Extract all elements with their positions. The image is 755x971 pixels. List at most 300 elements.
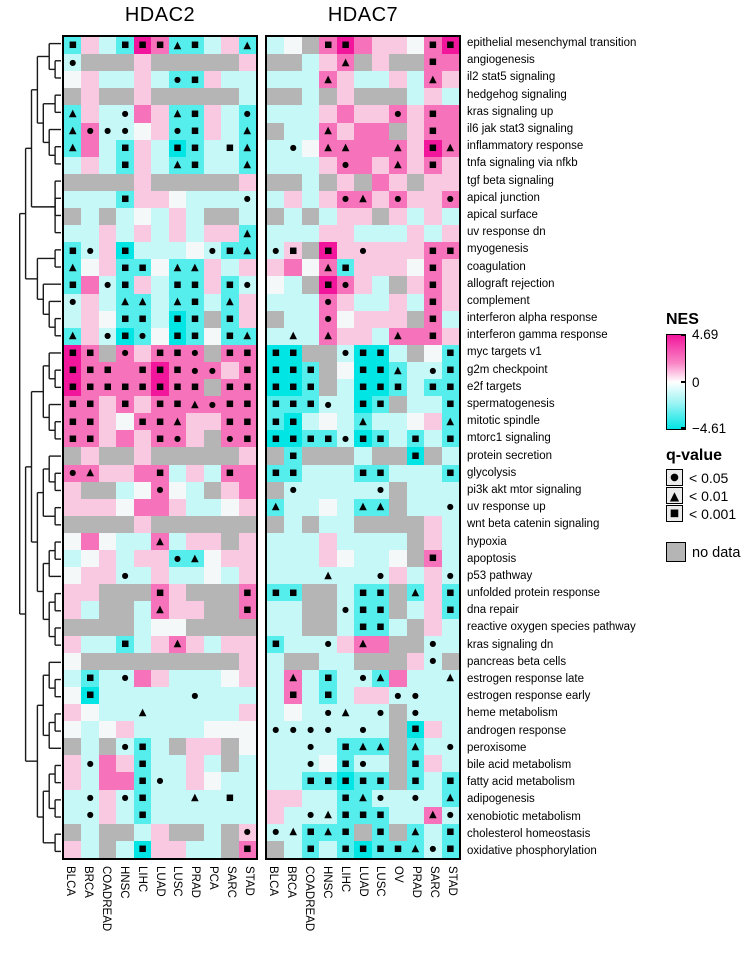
row-label: dna repair	[467, 604, 519, 617]
significance-marker: ■	[121, 142, 130, 153]
heatmap-cell	[424, 790, 441, 807]
heatmap-cell	[284, 208, 301, 225]
heatmap-cell	[169, 379, 186, 396]
heatmap-cell	[239, 225, 256, 242]
heatmap-cell	[424, 824, 441, 841]
heatmap-cell	[81, 123, 98, 140]
significance-marker: ●	[359, 758, 367, 768]
significance-marker: ■	[446, 827, 455, 838]
heatmap-cell	[186, 413, 203, 430]
heatmap-cell	[284, 311, 301, 328]
significance-marker: ■	[358, 365, 367, 376]
heatmap-cell	[407, 653, 424, 670]
heatmap-cell	[151, 37, 168, 54]
heatmap-cell	[64, 670, 81, 687]
heatmap-cell	[64, 687, 81, 704]
heatmap-cell	[81, 345, 98, 362]
heatmap-cell	[267, 396, 284, 413]
heatmap-cell	[337, 71, 354, 88]
significance-marker: ●	[173, 74, 181, 84]
heatmap-cell	[372, 704, 389, 721]
heatmap-cell	[221, 345, 238, 362]
heatmap-cell	[267, 533, 284, 550]
heatmap-cell	[389, 550, 406, 567]
heatmap-cell	[239, 362, 256, 379]
heatmap-cell	[302, 174, 319, 191]
heatmap-cell	[81, 841, 98, 858]
significance-marker: ■	[138, 809, 147, 820]
significance-marker: ■	[306, 433, 315, 444]
heatmap-cell	[221, 328, 238, 345]
heatmap-cell	[81, 54, 98, 71]
heatmap-cell	[354, 447, 371, 464]
heatmap-cell	[186, 276, 203, 293]
heatmap-cell	[134, 567, 151, 584]
heatmap-cell	[169, 276, 186, 293]
heatmap-cell	[424, 841, 441, 858]
significance-marker: ▲	[394, 159, 402, 171]
heatmap-cell	[407, 807, 424, 824]
heatmap-cell	[302, 191, 319, 208]
significance-marker: ▲	[411, 740, 420, 752]
heatmap-cell	[389, 328, 406, 345]
heatmap-cell	[407, 54, 424, 71]
row-label: angiogenesis	[467, 54, 535, 67]
heatmap-cell	[116, 430, 133, 447]
heatmap-cell	[134, 311, 151, 328]
heatmap-cell	[64, 396, 81, 413]
heatmap-cell	[442, 550, 459, 567]
heatmap-cell	[267, 123, 284, 140]
heatmap-panel-hdac7	[265, 35, 461, 860]
significance-marker: ●	[376, 707, 384, 717]
column-label: LUAD	[153, 866, 166, 897]
heatmap-cell	[354, 54, 371, 71]
heatmap-cell	[337, 123, 354, 140]
heatmap-cell	[284, 772, 301, 789]
heatmap-cell	[389, 516, 406, 533]
heatmap-cell	[389, 276, 406, 293]
heatmap-cell	[116, 482, 133, 499]
heatmap-cell	[319, 550, 336, 567]
heatmap-cell	[186, 88, 203, 105]
heatmap-cell	[284, 824, 301, 841]
significance-marker: ●	[359, 724, 367, 734]
column-label: BLCA	[267, 866, 280, 897]
heatmap-cell	[284, 499, 301, 516]
significance-marker: ●	[429, 365, 437, 375]
heatmap-cell	[239, 584, 256, 601]
heatmap-cell	[99, 123, 116, 140]
heatmap-cell	[186, 772, 203, 789]
triangle-symbol-box	[666, 487, 683, 504]
heatmap-cell	[169, 328, 186, 345]
heatmap-cell	[337, 294, 354, 311]
significance-marker: ■	[324, 673, 333, 684]
heatmap-cell	[372, 362, 389, 379]
significance-marker: ■	[341, 741, 350, 752]
heatmap-cell	[99, 755, 116, 772]
heatmap-cell	[284, 670, 301, 687]
heatmap-cell	[99, 772, 116, 789]
heatmap-cell	[319, 105, 336, 122]
significance-marker: ■	[289, 587, 298, 598]
heatmap-cell	[64, 430, 81, 447]
heatmap-cell	[64, 516, 81, 533]
heatmap-cell	[267, 601, 284, 618]
heatmap-cell	[354, 619, 371, 636]
significance-marker: ●	[307, 810, 315, 820]
significance-marker: ▲	[289, 826, 298, 838]
heatmap-cell	[116, 841, 133, 858]
heatmap-cell	[389, 71, 406, 88]
significance-marker: ■	[376, 809, 385, 820]
heatmap-cell	[116, 601, 133, 618]
heatmap-cell	[186, 71, 203, 88]
heatmap-cell	[424, 738, 441, 755]
significance-marker: ▲	[243, 159, 252, 171]
heatmap-cell	[337, 328, 354, 345]
heatmap-cell	[151, 208, 168, 225]
row-label: coagulation	[467, 260, 526, 273]
heatmap-cell	[407, 772, 424, 789]
heatmap-cell	[99, 362, 116, 379]
significance-marker: ■	[155, 382, 164, 393]
significance-marker: ▲	[68, 107, 77, 119]
significance-marker: ▲	[324, 142, 332, 154]
heatmap-cell	[442, 430, 459, 447]
heatmap-cell	[204, 721, 221, 738]
heatmap-cell	[99, 687, 116, 704]
heatmap-cell	[64, 345, 81, 362]
significance-marker: ■	[358, 775, 367, 786]
heatmap-cell	[267, 482, 284, 499]
heatmap-cell	[354, 328, 371, 345]
heatmap-cell	[372, 396, 389, 413]
heatmap-cell	[407, 465, 424, 482]
heatmap-cell	[169, 721, 186, 738]
heatmap-cell	[81, 396, 98, 413]
significance-marker: ■	[289, 382, 298, 393]
colorbar-mid-label: 0	[692, 375, 700, 390]
row-label: tgf beta signaling	[467, 174, 554, 187]
column-label: STAD	[445, 866, 458, 896]
significance-marker: ●	[121, 570, 129, 580]
heatmap-cell	[424, 653, 441, 670]
heatmap-cell	[99, 37, 116, 54]
heatmap-cell	[442, 276, 459, 293]
heatmap-cell	[372, 294, 389, 311]
heatmap-cell	[186, 362, 203, 379]
significance-marker: ■	[155, 399, 164, 410]
heatmap-cell	[169, 362, 186, 379]
significance-marker: ■	[138, 741, 147, 752]
heatmap-cell	[204, 772, 221, 789]
significance-marker: ■	[190, 108, 199, 119]
heatmap-cell	[116, 413, 133, 430]
heatmap-cell	[337, 311, 354, 328]
significance-marker: ■	[138, 416, 147, 427]
significance-marker: ●	[86, 126, 94, 136]
column-label: PRAD	[189, 866, 202, 898]
heatmap-cell	[64, 790, 81, 807]
heatmap-cell	[221, 37, 238, 54]
row-label: kras signaling up	[467, 105, 554, 118]
heatmap-cell	[319, 738, 336, 755]
significance-marker: ▲	[324, 261, 332, 273]
heatmap-cell	[389, 721, 406, 738]
heatmap-cell	[424, 362, 441, 379]
significance-marker: ■	[271, 587, 280, 598]
heatmap-cell	[169, 105, 186, 122]
row-label: bile acid metabolism	[467, 758, 572, 771]
significance-marker: ■	[306, 775, 315, 786]
heatmap-cell	[424, 311, 441, 328]
significance-marker: ■	[446, 382, 455, 393]
heatmap-cell	[81, 704, 98, 721]
heatmap-cell	[354, 105, 371, 122]
significance-marker: ●	[208, 245, 216, 255]
heatmap-cell	[151, 447, 168, 464]
heatmap-cell	[134, 738, 151, 755]
heatmap-cell	[302, 584, 319, 601]
heatmap-cell	[81, 37, 98, 54]
significance-marker: ■	[68, 399, 77, 410]
heatmap-cell	[424, 704, 441, 721]
heatmap-cell	[442, 790, 459, 807]
heatmap-cell	[221, 482, 238, 499]
significance-marker: ▲	[428, 809, 437, 821]
heatmap-cell	[169, 636, 186, 653]
significance-marker: ■	[289, 450, 298, 461]
row-label: mitotic spindle	[467, 415, 540, 428]
heatmap-cell	[81, 550, 98, 567]
significance-marker: ■	[306, 399, 315, 410]
panel-title-hdac2: HDAC2	[124, 4, 196, 26]
heatmap-cell	[302, 379, 319, 396]
heatmap-cell	[284, 379, 301, 396]
heatmap-cell	[116, 670, 133, 687]
heatmap-cell	[81, 88, 98, 105]
significance-marker: ▲	[446, 415, 455, 427]
heatmap-cell	[116, 619, 133, 636]
significance-marker: ■	[271, 348, 280, 359]
heatmap-cell	[204, 755, 221, 772]
significance-marker: ■	[446, 399, 455, 410]
heatmap-cell	[424, 413, 441, 430]
heatmap-cell	[319, 653, 336, 670]
row-label: p53 pathway	[467, 569, 533, 582]
heatmap-cell	[267, 772, 284, 789]
heatmap-cell	[169, 807, 186, 824]
heatmap-cell	[116, 790, 133, 807]
heatmap-cell	[204, 345, 221, 362]
heatmap-cell	[372, 721, 389, 738]
significance-marker: ■	[446, 844, 455, 855]
significance-marker: ■	[341, 262, 350, 273]
heatmap-cell	[372, 687, 389, 704]
heatmap-cell	[302, 790, 319, 807]
heatmap-cell	[372, 550, 389, 567]
column-label: LUAD	[356, 866, 369, 897]
heatmap-cell	[81, 447, 98, 464]
heatmap-cell	[424, 71, 441, 88]
heatmap-cell	[319, 533, 336, 550]
heatmap-cell	[186, 550, 203, 567]
heatmap-cell	[354, 807, 371, 824]
heatmap-cell	[99, 584, 116, 601]
heatmap-cell	[267, 550, 284, 567]
heatmap-cell	[407, 567, 424, 584]
heatmap-cell	[116, 738, 133, 755]
heatmap-cell	[337, 790, 354, 807]
heatmap-cell	[337, 140, 354, 157]
heatmap-cell	[64, 379, 81, 396]
significance-marker: ■	[446, 348, 455, 359]
significance-marker: ■	[68, 382, 77, 393]
heatmap-cell	[204, 430, 221, 447]
heatmap-cell	[64, 721, 81, 738]
heatmap-cell	[169, 584, 186, 601]
heatmap-cell	[337, 670, 354, 687]
heatmap-cell	[442, 636, 459, 653]
nes-legend-title: NES	[666, 311, 699, 328]
heatmap-cell	[221, 430, 238, 447]
significance-marker: ■	[428, 313, 437, 324]
significance-marker: ■	[121, 40, 130, 51]
significance-marker: ■	[376, 844, 385, 855]
heatmap-cell	[389, 687, 406, 704]
heatmap-cell	[134, 447, 151, 464]
heatmap-cell	[442, 533, 459, 550]
significance-marker: ■	[121, 262, 130, 273]
heatmap-cell	[284, 516, 301, 533]
heatmap-cell	[389, 636, 406, 653]
heatmap-cell	[442, 140, 459, 157]
heatmap-cell	[186, 191, 203, 208]
heatmap-cell	[134, 88, 151, 105]
heatmap-cell	[99, 533, 116, 550]
heatmap-cell	[116, 721, 133, 738]
heatmap-cell	[116, 824, 133, 841]
heatmap-cell	[151, 755, 168, 772]
row-label: interferon alpha response	[467, 312, 598, 325]
row-label: peroxisome	[467, 741, 527, 754]
heatmap-cell	[239, 430, 256, 447]
heatmap-cell	[169, 841, 186, 858]
heatmap-cell	[186, 123, 203, 140]
significance-marker: ■	[121, 382, 130, 393]
heatmap-cell	[204, 174, 221, 191]
heatmap-cell	[302, 738, 319, 755]
heatmap-cell	[284, 653, 301, 670]
heatmap-cell	[134, 208, 151, 225]
heatmap-cell	[134, 550, 151, 567]
heatmap-cell	[354, 499, 371, 516]
heatmap-cell	[169, 71, 186, 88]
significance-marker: ■	[190, 382, 199, 393]
heatmap-cell	[134, 636, 151, 653]
heatmap-cell	[169, 396, 186, 413]
heatmap-cell	[372, 584, 389, 601]
heatmap-cell	[116, 208, 133, 225]
heatmap-cell	[151, 499, 168, 516]
significance-marker: ■	[173, 399, 182, 410]
heatmap-cell	[389, 670, 406, 687]
heatmap-cell	[99, 328, 116, 345]
heatmap-cell	[389, 704, 406, 721]
significance-marker: ■	[138, 792, 147, 803]
heatmap-cell	[319, 140, 336, 157]
heatmap-cell	[407, 396, 424, 413]
heatmap-cell	[239, 294, 256, 311]
heatmap-cell	[64, 841, 81, 858]
heatmap-cell	[81, 311, 98, 328]
heatmap-cell	[99, 465, 116, 482]
heatmap-cell	[151, 345, 168, 362]
heatmap-cell	[424, 328, 441, 345]
heatmap-cell	[239, 396, 256, 413]
heatmap-cell	[284, 345, 301, 362]
heatmap-cell	[337, 105, 354, 122]
significance-marker: ▲	[446, 142, 455, 154]
heatmap-cell	[302, 276, 319, 293]
significance-marker: ●	[342, 348, 350, 358]
significance-marker: ●	[307, 758, 315, 768]
significance-marker: ■	[68, 365, 77, 376]
significance-marker: ●	[376, 485, 384, 495]
significance-marker: ■	[358, 399, 367, 410]
heatmap-cell	[319, 619, 336, 636]
significance-marker: ●	[342, 194, 350, 204]
heatmap-cell	[151, 54, 168, 71]
significance-marker: ▲	[191, 261, 199, 273]
significance-marker: ■	[173, 365, 182, 376]
heatmap-cell	[99, 550, 116, 567]
heatmap-cell	[389, 311, 406, 328]
significance-marker: ●	[307, 724, 315, 734]
heatmap-cell	[407, 294, 424, 311]
row-label: estrogen response late	[467, 673, 584, 686]
heatmap-cell	[169, 294, 186, 311]
heatmap-cell	[204, 276, 221, 293]
heatmap-cell	[424, 379, 441, 396]
heatmap-cell	[169, 704, 186, 721]
heatmap-cell	[354, 311, 371, 328]
heatmap-cell	[372, 259, 389, 276]
heatmap-cell	[221, 294, 238, 311]
heatmap-cell	[169, 447, 186, 464]
heatmap-cell	[407, 311, 424, 328]
heatmap-cell	[337, 636, 354, 653]
significance-marker: ■	[358, 348, 367, 359]
significance-marker: ▲	[411, 843, 420, 855]
heatmap-cell	[284, 276, 301, 293]
heatmap-cell	[116, 54, 133, 71]
heatmap-cell	[116, 157, 133, 174]
heatmap-cell	[239, 567, 256, 584]
heatmap-cell	[354, 362, 371, 379]
heatmap-cell	[424, 567, 441, 584]
heatmap-cell	[64, 499, 81, 516]
heatmap-cell	[424, 157, 441, 174]
colorbar-min-label: −4.61	[692, 421, 727, 436]
heatmap-cell	[169, 208, 186, 225]
heatmap-cell	[99, 345, 116, 362]
significance-marker: ■	[271, 638, 280, 649]
heatmap-cell	[186, 396, 203, 413]
heatmap-cell	[372, 379, 389, 396]
